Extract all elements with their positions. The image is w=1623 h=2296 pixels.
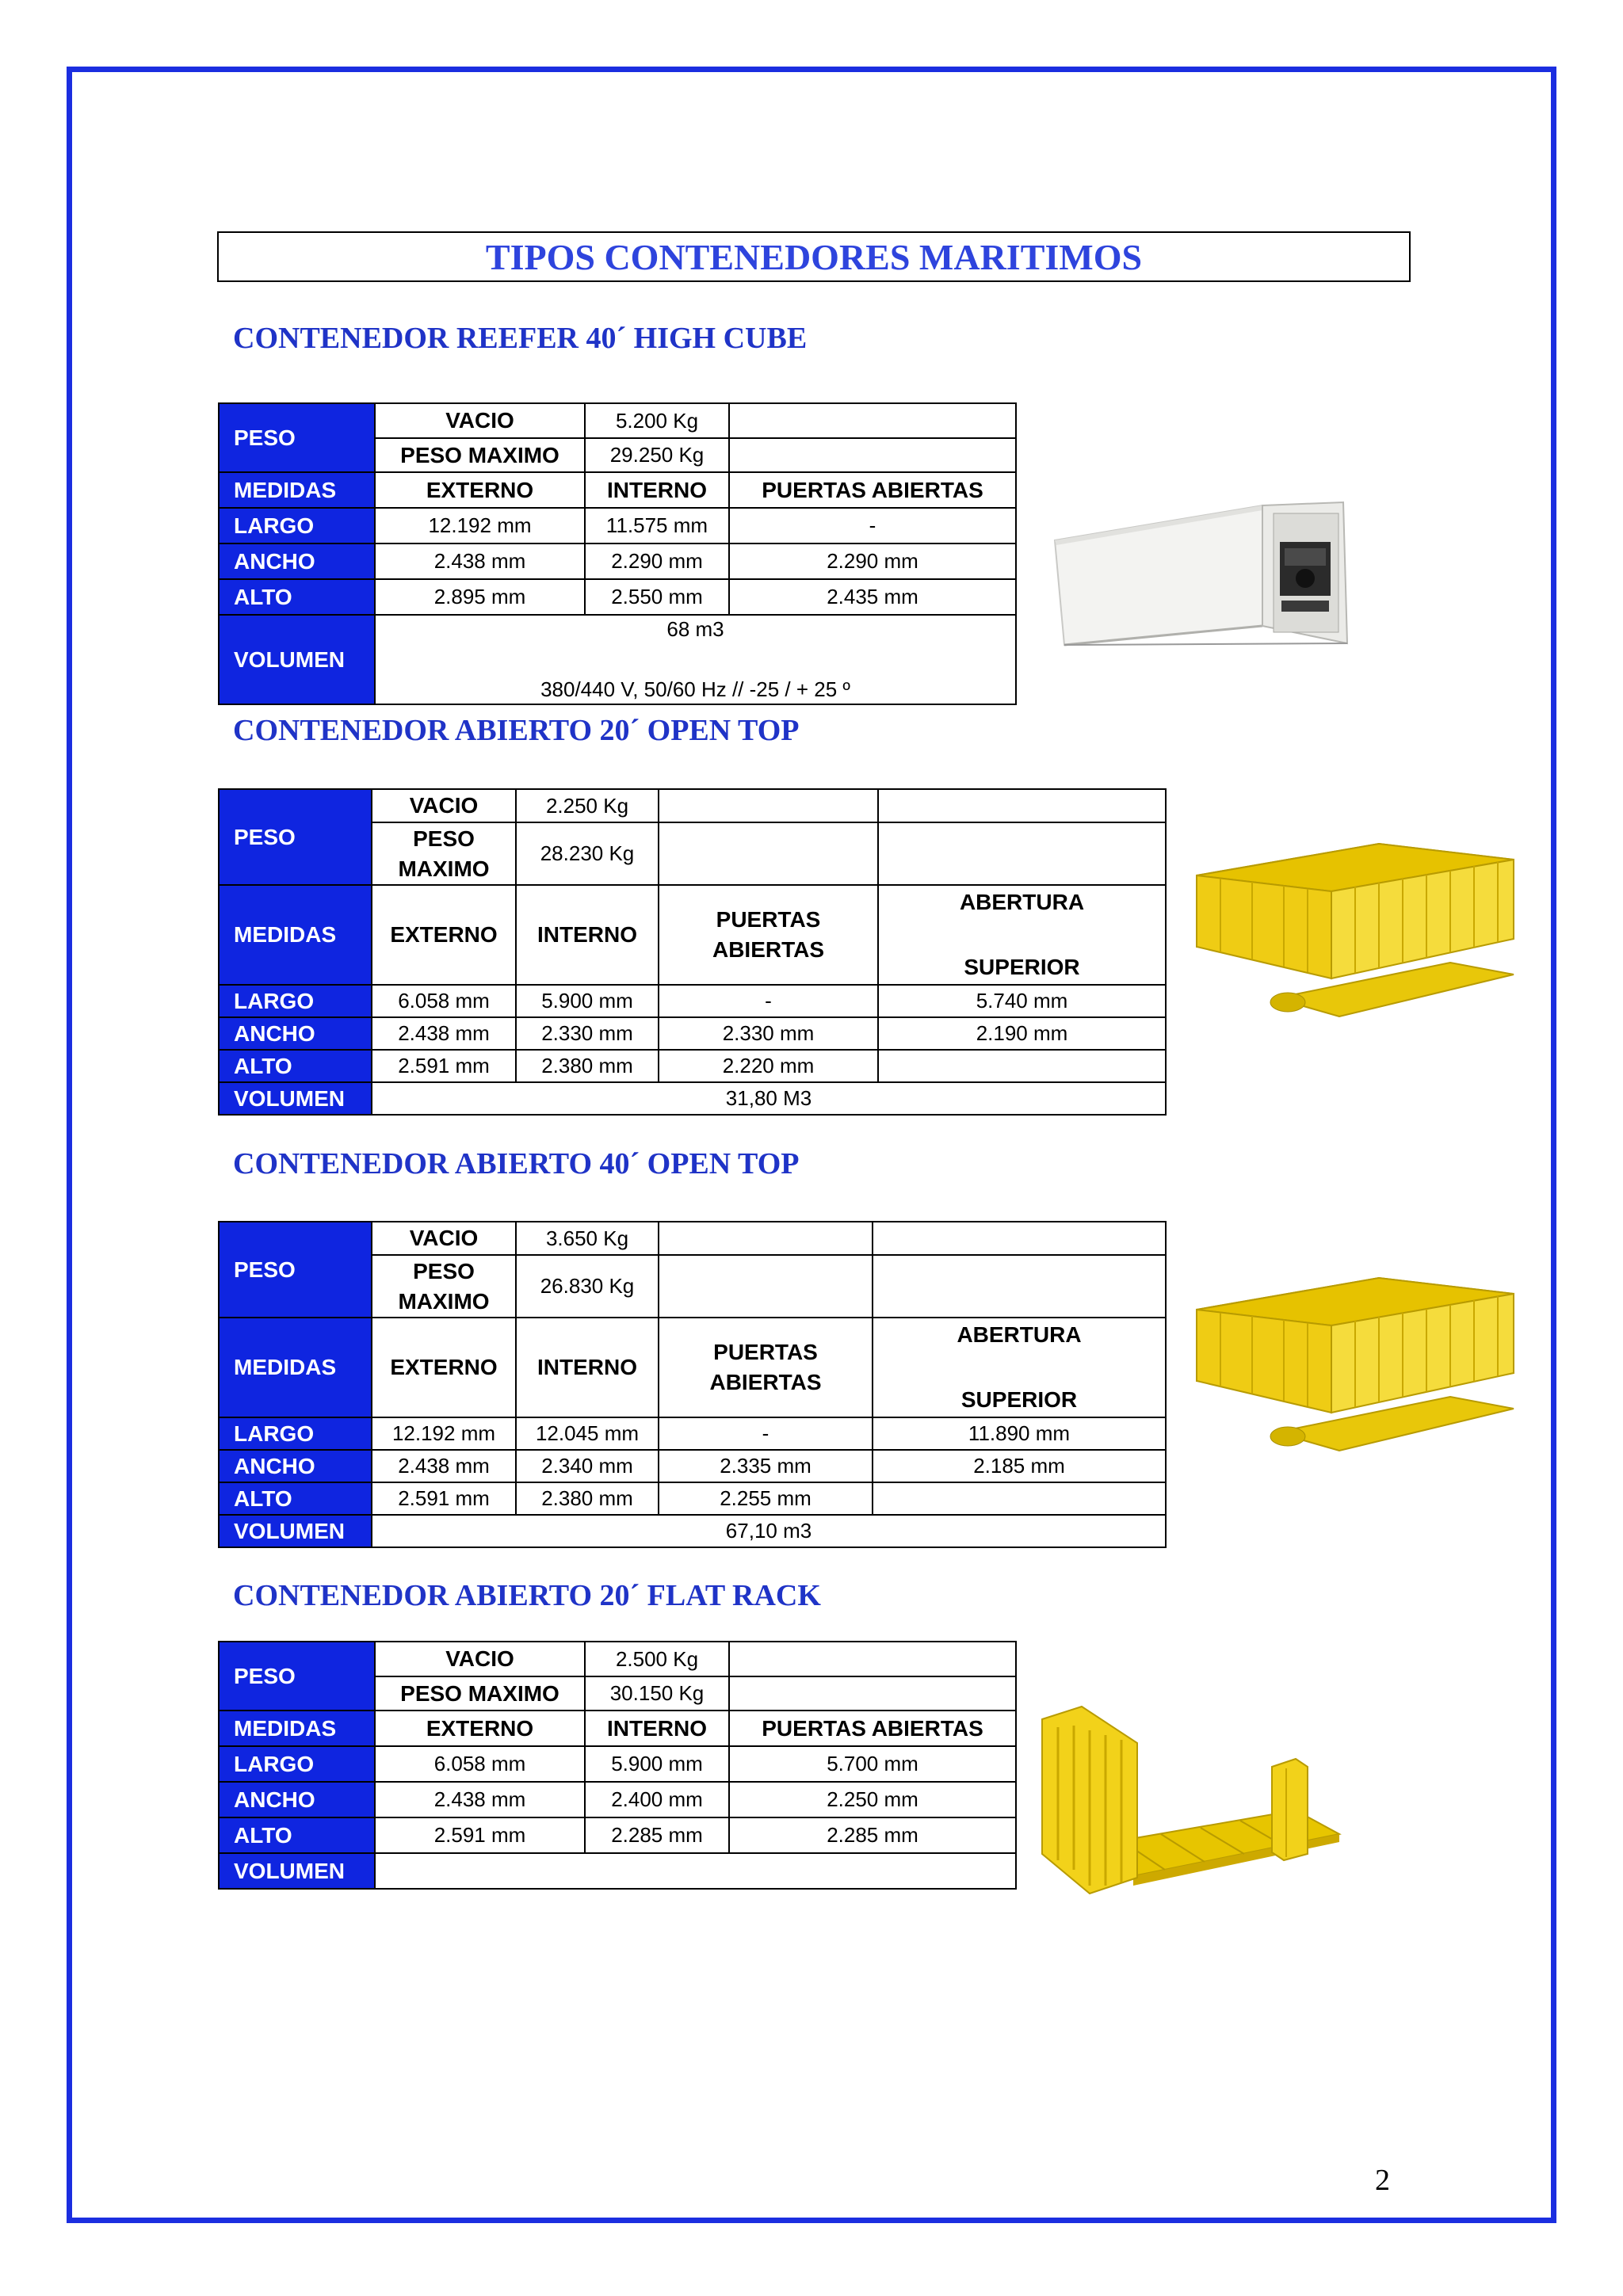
largo-abertura: 5.740 mm	[878, 985, 1166, 1017]
header-peso-maximo	[372, 1255, 516, 1318]
largo-interno: 11.575 mm	[585, 508, 729, 543]
label-peso: PESO	[219, 1642, 375, 1711]
label-medidas: MEDIDAS	[219, 472, 375, 508]
header-externo: EXTERNO	[375, 1711, 585, 1746]
header-puertas-abiertas	[659, 885, 878, 985]
section-title-reefer: CONTENEDOR REEFER 40´ HIGH CUBE	[233, 322, 808, 355]
header-abertura-superior	[873, 1318, 1166, 1417]
header-abertura-line1: ABERTURA	[957, 1322, 1082, 1347]
ancho-externo: 2.438 mm	[372, 1450, 516, 1482]
alto-interno: 2.380 mm	[516, 1050, 659, 1082]
largo-interno: 5.900 mm	[516, 985, 659, 1017]
header-peso-maximo: PESO MAXIMO	[375, 438, 585, 472]
label-volumen: VOLUMEN	[219, 1515, 372, 1547]
header-peso-maximo	[372, 822, 516, 885]
volumen-value: 31,80 M3	[372, 1082, 1166, 1115]
label-alto: ALTO	[219, 1482, 372, 1515]
empty-cell	[729, 1676, 1016, 1711]
largo-puertas: -	[729, 508, 1016, 543]
largo-interno: 5.900 mm	[585, 1746, 729, 1782]
ancho-abertura: 2.185 mm	[873, 1450, 1166, 1482]
ancho-puertas: 2.330 mm	[659, 1017, 878, 1050]
empty-cell	[729, 438, 1016, 472]
label-largo: LARGO	[219, 985, 372, 1017]
alto-interno: 2.550 mm	[585, 579, 729, 615]
label-alto: ALTO	[219, 579, 375, 615]
label-peso: PESO	[219, 403, 375, 472]
volumen-value: 68 m3	[666, 617, 724, 641]
label-ancho: ANCHO	[219, 1782, 375, 1817]
alto-interno: 2.285 mm	[585, 1817, 729, 1853]
largo-externo: 6.058 mm	[372, 985, 516, 1017]
label-peso: PESO	[219, 789, 372, 885]
header-abertura-superior	[878, 885, 1166, 985]
empty-cell	[659, 822, 878, 885]
header-interno: INTERNO	[516, 885, 659, 985]
label-ancho: ANCHO	[219, 1450, 372, 1482]
label-volumen: VOLUMEN	[219, 615, 375, 704]
volumen-value: 67,10 m3	[372, 1515, 1166, 1547]
alto-abertura	[873, 1482, 1166, 1515]
page-number: 2	[1375, 2164, 1390, 2197]
empty-cell	[659, 1222, 873, 1255]
empty-cell	[729, 403, 1016, 438]
alto-interno: 2.380 mm	[516, 1482, 659, 1515]
largo-puertas: -	[659, 985, 878, 1017]
empty-cell	[659, 789, 878, 822]
alto-puertas: 2.255 mm	[659, 1482, 873, 1515]
largo-externo: 6.058 mm	[375, 1746, 585, 1782]
ancho-externo: 2.438 mm	[375, 1782, 585, 1817]
empty-cell	[729, 1642, 1016, 1676]
ancho-abertura: 2.190 mm	[878, 1017, 1166, 1050]
reefer-spec-table	[218, 402, 1017, 705]
label-largo: LARGO	[219, 1417, 372, 1450]
largo-externo: 12.192 mm	[375, 508, 585, 543]
header-interno: INTERNO	[585, 1711, 729, 1746]
largo-externo: 12.192 mm	[372, 1417, 516, 1450]
ancho-puertas: 2.290 mm	[729, 543, 1016, 579]
open-top-20-spec-table	[218, 788, 1167, 1116]
alto-abertura	[878, 1050, 1166, 1082]
ancho-externo: 2.438 mm	[372, 1017, 516, 1050]
empty-cell	[659, 1255, 873, 1318]
label-volumen: VOLUMEN	[219, 1082, 372, 1115]
header-peso-line2: MAXIMO	[398, 1288, 490, 1314]
empty-cell	[878, 822, 1166, 885]
largo-puertas: 5.700 mm	[729, 1746, 1016, 1782]
flat-rack-container-image	[1034, 1695, 1343, 1917]
volumen-cell	[375, 615, 1016, 704]
ancho-interno: 2.290 mm	[585, 543, 729, 579]
label-peso: PESO	[219, 1222, 372, 1318]
section-title-open-top-40: CONTENEDOR ABIERTO 40´ OPEN TOP	[233, 1147, 800, 1180]
ancho-externo: 2.438 mm	[375, 543, 585, 579]
page-title: TIPOS CONTENEDORES MARITIMOS	[485, 236, 1143, 277]
label-largo: LARGO	[219, 508, 375, 543]
label-medidas: MEDIDAS	[219, 1711, 375, 1746]
header-peso-line1: PESO	[413, 1258, 475, 1283]
ancho-interno: 2.330 mm	[516, 1017, 659, 1050]
ancho-puertas: 2.335 mm	[659, 1450, 873, 1482]
open-top-40-spec-table	[218, 1221, 1167, 1548]
alto-externo: 2.591 mm	[372, 1482, 516, 1515]
value-peso-maximo: 30.150 Kg	[585, 1676, 729, 1711]
value-vacio: 5.200 Kg	[585, 403, 729, 438]
header-peso-line1: PESO	[413, 826, 475, 851]
header-interno: INTERNO	[516, 1318, 659, 1417]
header-externo: EXTERNO	[372, 885, 516, 985]
value-vacio: 2.250 Kg	[516, 789, 659, 822]
empty-cell	[873, 1255, 1166, 1318]
value-vacio: 2.500 Kg	[585, 1642, 729, 1676]
reefer-container-image	[1050, 499, 1383, 650]
header-puertas-line1: PUERTAS	[713, 1340, 818, 1364]
label-ancho: ANCHO	[219, 543, 375, 579]
header-externo: EXTERNO	[372, 1318, 516, 1417]
header-puertas-abiertas	[659, 1318, 873, 1417]
largo-abertura: 11.890 mm	[873, 1417, 1166, 1450]
label-largo: LARGO	[219, 1746, 375, 1782]
label-alto: ALTO	[219, 1050, 372, 1082]
value-peso-maximo: 29.250 Kg	[585, 438, 729, 472]
value-vacio: 3.650 Kg	[516, 1222, 659, 1255]
open-top-container-image	[1189, 1262, 1522, 1460]
label-volumen: VOLUMEN	[219, 1853, 375, 1889]
header-vacio: VACIO	[375, 1642, 585, 1676]
header-interno: INTERNO	[585, 472, 729, 508]
largo-puertas: -	[659, 1417, 873, 1450]
header-peso-maximo: PESO MAXIMO	[375, 1676, 585, 1711]
value-peso-maximo: 28.230 Kg	[516, 822, 659, 885]
header-puertas-abiertas: PUERTAS ABIERTAS	[729, 472, 1016, 508]
alto-puertas: 2.220 mm	[659, 1050, 878, 1082]
header-abertura-line1: ABERTURA	[959, 890, 1085, 914]
alto-puertas: 2.285 mm	[729, 1817, 1016, 1853]
header-puertas-line2: ABIERTAS	[709, 1370, 822, 1394]
header-abertura-line2: SUPERIOR	[960, 1387, 1078, 1412]
header-vacio: VACIO	[372, 1222, 516, 1255]
volumen-value	[375, 1853, 1016, 1889]
empty-cell	[878, 789, 1166, 822]
label-alto: ALTO	[219, 1817, 375, 1853]
header-vacio: VACIO	[372, 789, 516, 822]
largo-interno: 12.045 mm	[516, 1417, 659, 1450]
alto-externo: 2.591 mm	[375, 1817, 585, 1853]
label-medidas: MEDIDAS	[219, 885, 372, 985]
alto-puertas: 2.435 mm	[729, 579, 1016, 615]
header-externo: EXTERNO	[375, 472, 585, 508]
alto-externo: 2.895 mm	[375, 579, 585, 615]
header-vacio: VACIO	[375, 403, 585, 438]
open-top-container-image	[1189, 828, 1522, 1026]
header-puertas-line2: ABIERTAS	[712, 937, 825, 962]
ancho-interno: 2.400 mm	[585, 1782, 729, 1817]
label-medidas: MEDIDAS	[219, 1318, 372, 1417]
header-abertura-line2: SUPERIOR	[964, 955, 1080, 979]
header-puertas-line1: PUERTAS	[716, 907, 821, 932]
volumen-note: 380/440 V, 50/60 Hz // -25 / + 25 º	[540, 677, 850, 701]
label-ancho: ANCHO	[219, 1017, 372, 1050]
value-peso-maximo: 26.830 Kg	[516, 1255, 659, 1318]
empty-cell	[873, 1222, 1166, 1255]
header-peso-line2: MAXIMO	[398, 856, 490, 881]
ancho-interno: 2.340 mm	[516, 1450, 659, 1482]
page-title-box	[217, 231, 1411, 282]
alto-externo: 2.591 mm	[372, 1050, 516, 1082]
flat-rack-20-spec-table	[218, 1641, 1017, 1890]
section-title-flat-rack-20: CONTENEDOR ABIERTO 20´ FLAT RACK	[233, 1579, 821, 1612]
section-title-open-top-20: CONTENEDOR ABIERTO 20´ OPEN TOP	[233, 714, 800, 747]
header-puertas-abiertas: PUERTAS ABIERTAS	[729, 1711, 1016, 1746]
ancho-puertas: 2.250 mm	[729, 1782, 1016, 1817]
